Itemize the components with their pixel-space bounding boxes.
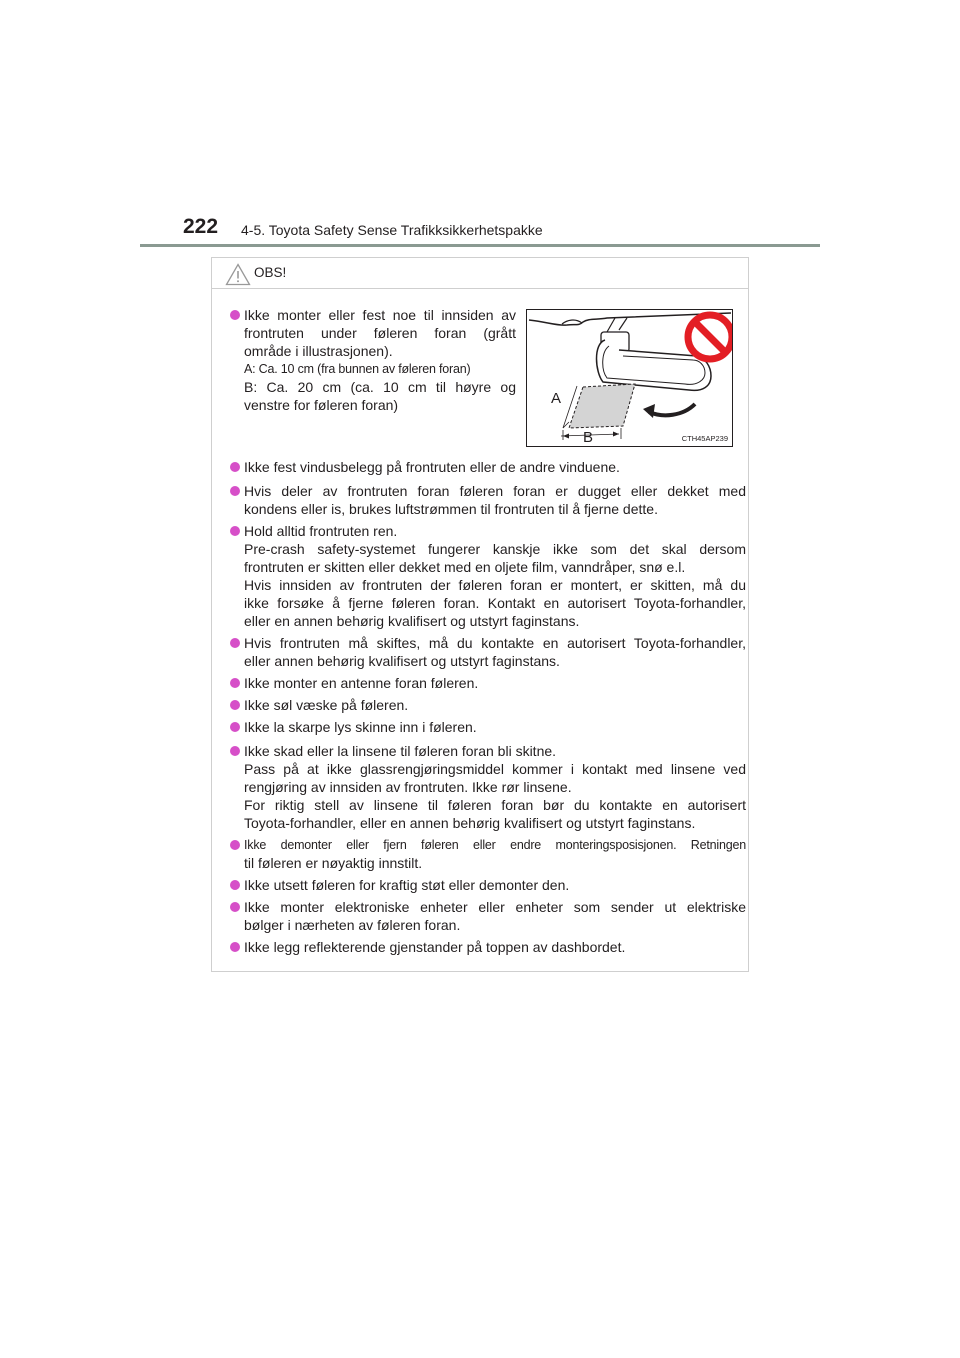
warning-box	[211, 257, 749, 972]
text-line: til føleren er nøyaktig innstilt.	[244, 855, 423, 871]
bullet-icon	[230, 700, 240, 710]
text-line: Ikke fest vindusbelegg på frontruten eller de andre vinduene.	[244, 459, 620, 475]
list-item-text	[244, 674, 746, 692]
page-number: 222	[183, 215, 219, 238]
list-item-text	[244, 742, 746, 832]
bullet-icon	[230, 526, 240, 536]
text-line: Ikke monter elektroniske enheter eller enheter som sender ut elektriske	[244, 899, 746, 915]
list-item-text	[244, 482, 746, 518]
bullet-icon	[230, 310, 240, 320]
text-line: område i illustrasjonen).	[244, 343, 393, 359]
text-line: B: Ca. 20 cm (ca. 10 cm til høyre og	[244, 379, 516, 395]
text-line: frontruten under føleren foran (grått	[244, 325, 516, 341]
list-item-text	[244, 696, 746, 714]
text-line: eller en annen behørig kvalifisert og utstyrt faginstans.	[244, 613, 580, 629]
bullet-icon	[230, 840, 240, 850]
sensor-illustration	[526, 309, 733, 447]
figure-label-b: B	[583, 429, 594, 446]
text-line: Hvis deler av frontruten foran føleren foran er dugget eller dekket med	[244, 483, 746, 499]
list-item-text	[244, 836, 746, 872]
header-rule	[140, 244, 820, 247]
bullet-icon	[230, 638, 240, 648]
text-line: Hvis innsiden av frontruten der føleren foran er montert, er skitten, må du	[244, 577, 746, 593]
text-line: Ikke monter en antenne foran føleren.	[244, 675, 479, 691]
bullet-icon	[230, 462, 240, 472]
windshield-sensor-drawing	[527, 310, 732, 446]
list-item-text	[244, 876, 746, 894]
text-line: Hold alltid frontruten ren.	[244, 523, 398, 539]
warning-header	[212, 258, 748, 289]
list-item-text	[244, 458, 746, 476]
bullet-icon	[230, 678, 240, 688]
list-item-text	[244, 522, 746, 630]
text-line: Ikke skad eller la linsene til føleren foran bli skitne.	[244, 743, 557, 759]
text-line: ikke forsøke å fjerne føleren foran. Kontakt en autorisert Toyota-forhandler,	[244, 595, 746, 611]
text-line: Toyota-forhandler, eller en annen behørig kvalifisert og utstyrt faginstans.	[244, 815, 696, 831]
bullet-icon	[230, 746, 240, 756]
text-line: Ikke la skarpe lys skinne inn i føleren.	[244, 719, 477, 735]
bullet-icon	[230, 880, 240, 890]
text-line: Ikke demonter eller fjern føleren eller endre monteringsposisjonen. Retningen	[244, 838, 746, 852]
bullet-icon	[230, 902, 240, 912]
bullet-icon	[230, 486, 240, 496]
list-item-text	[244, 938, 746, 956]
text-line: frontruten er skitten eller dekket med en oljete film, vanndråper, snø e.l.	[244, 559, 686, 575]
text-line: A: Ca. 10 cm (fra bunnen av føleren foran)	[244, 362, 471, 376]
bullet-icon	[230, 722, 240, 732]
warning-label: OBS!	[254, 265, 287, 280]
warning-triangle-icon	[225, 263, 251, 286]
text-line: kondens eller is, brukes luftstrømmen til frontruten til å fjerne dette.	[244, 501, 658, 517]
list-item-text	[244, 634, 746, 670]
text-line: Ikke utsett føleren for kraftig støt eller demonter den.	[244, 877, 570, 893]
figure-label-a: A	[551, 390, 562, 407]
text-line: eller annen behørig kvalifisert og utstyrt faginstans.	[244, 653, 560, 669]
text-line: bølger i nærheten av føleren foran.	[244, 917, 461, 933]
bullet-icon	[230, 942, 240, 952]
text-line: Hvis frontruten må skiftes, må du kontakte en autorisert Toyota-forhandler,	[244, 635, 746, 651]
text-line: Ikke legg reflekterende gjenstander på toppen av dashbordet.	[244, 939, 626, 955]
figure-code: CTH45AP239	[681, 434, 728, 443]
list-item-text	[244, 718, 746, 736]
list-item-text	[244, 306, 516, 414]
text-line: For riktig stell av linsene til føleren foran bør du kontakte en autorisert	[244, 797, 746, 813]
text-line: Ikke monter eller fest noe til innsiden av	[244, 307, 516, 323]
text-line: Pass på at ikke glassrengjøringsmiddel kommer i kontakt med linsene ved	[244, 761, 746, 777]
text-line: rengjøring av innsiden av frontruten. Ikke rør linsene.	[244, 779, 572, 795]
text-line: venstre for føleren foran)	[244, 397, 399, 413]
list-item-text	[244, 898, 746, 934]
text-line: Pre-crash safety-systemet fungerer kanskje ikke som det skal dersom	[244, 541, 746, 557]
section-title: 4-5. Toyota Safety Sense Trafikksikkerhetspakke	[241, 222, 543, 238]
text-line: Ikke søl væske på føleren.	[244, 697, 409, 713]
